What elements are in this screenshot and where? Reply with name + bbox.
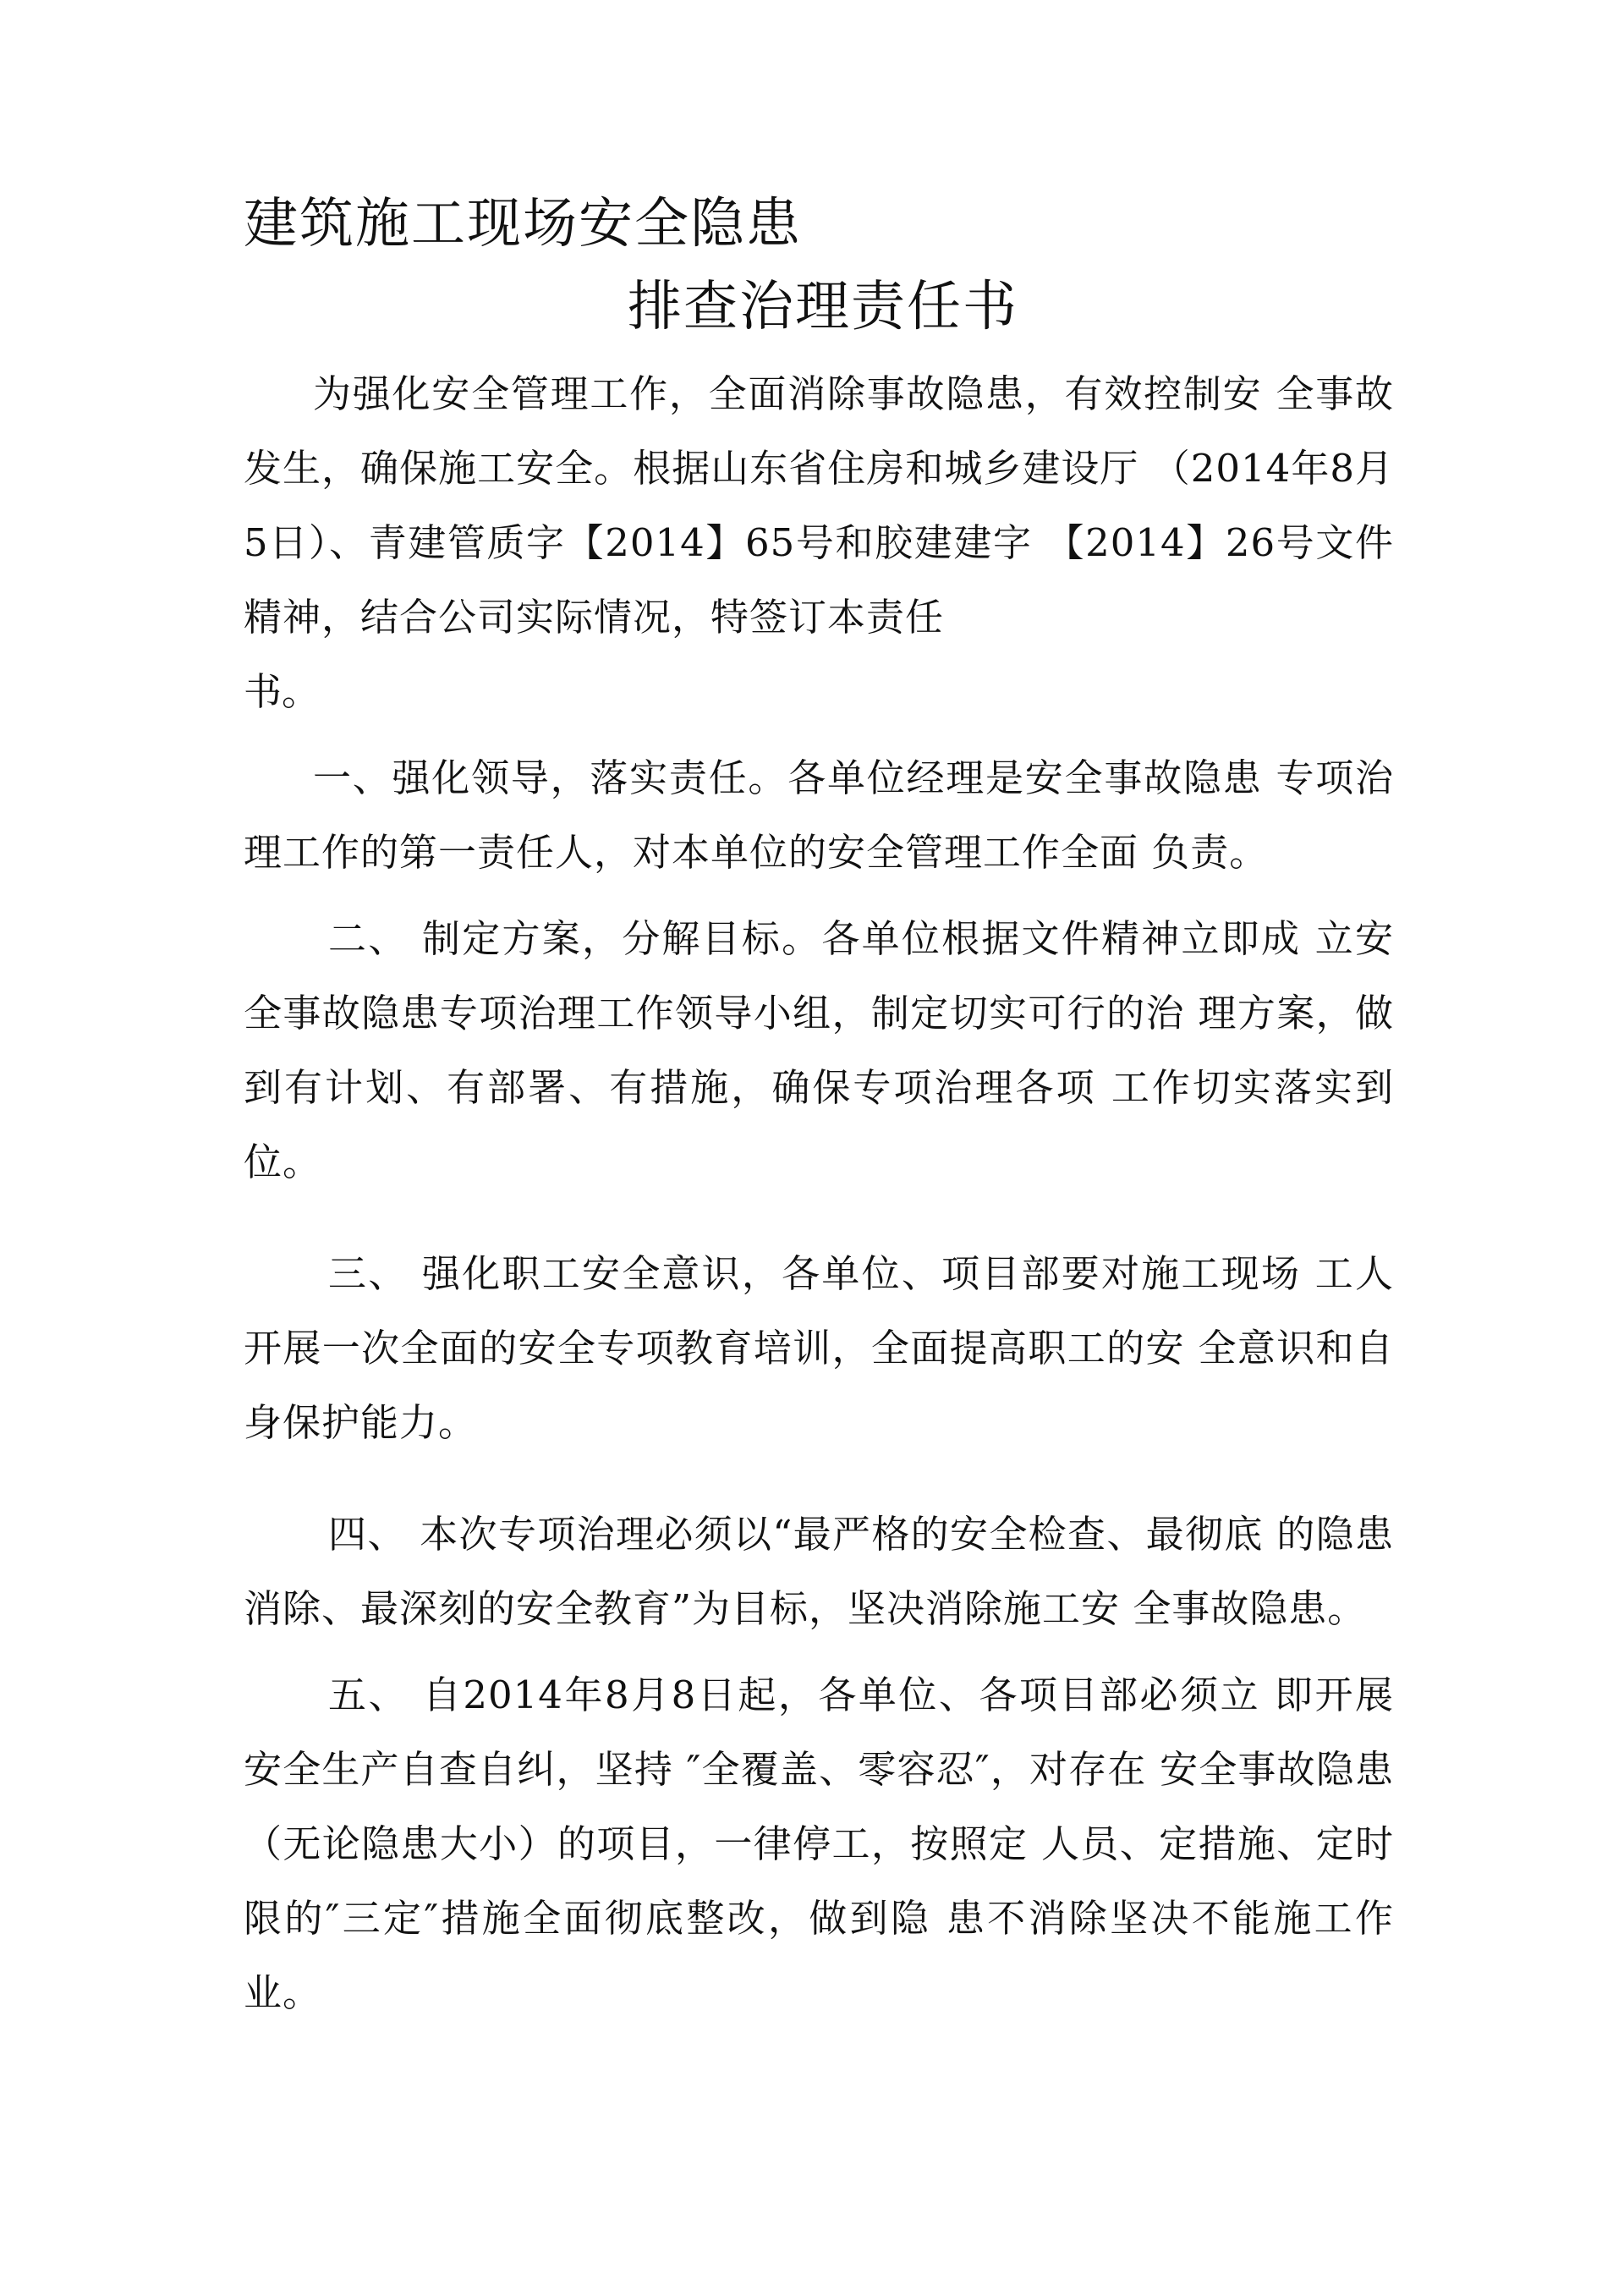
item-1-paragraph: 一、强化领导，落实责任。各单位经理是安全事故隐患 专项治理工作的第一责任人，对本单位的安全管理工作全面 负责。: [244, 755, 1394, 875]
item-4-paragraph: 四、 本次专项治理必须以“最严格的安全检查、最彻底 的隐患消除、最深刻的安全教育”为目标，坚决消除施工安 全事故隐患。: [244, 1512, 1394, 1631]
intro-paragraph: 为强化安全管理工作，全面消除事故隐患，有效控制安 全事故发生，确保施工安全。根据山东省住房和城乡建设厅 （2014年8月5日）、青建管质字【2014】65号和胶建建字 【2014】26号文件精神，结合公司实际情况，特签订本责任: [244, 371, 1394, 640]
item-5-paragraph: 五、 自2014年8月8日起，各单位、各项目部必须立 即开展安全生产自查自纠，坚持 ″全覆盖、零容忍″，对存在 安全事故隐患（无论隐患大小）的项目，一律停工，按照定 人员、定措施、定时限的″三定″措施全面彻底整改，做到隐 患不消除坚决不能施工作业。: [244, 1673, 1394, 2015]
item-2-paragraph: 二、 制定方案，分解目标。各单位根据文件精神立即成 立安全事故隐患专项治理工作领导小组，制定切实可行的治 理方案，做到有计划、有部署、有措施，确保专项治理各项 工作切实落实到位。: [244, 916, 1394, 1184]
intro-paragraph-tail: 书。: [244, 669, 321, 714]
item-3-paragraph: 三、 强化职工安全意识，各单位、项目部要对施工现场 工人开展一次全面的安全专项教育培训，全面提高职工的安 全意识和自身保护能力。: [244, 1251, 1394, 1445]
document-title-line1: 建筑施工现场安全隐患: [244, 193, 802, 255]
document-title-line2: 排查治理责任书: [628, 276, 1018, 338]
document-page: [244, 186, 1394, 2030]
